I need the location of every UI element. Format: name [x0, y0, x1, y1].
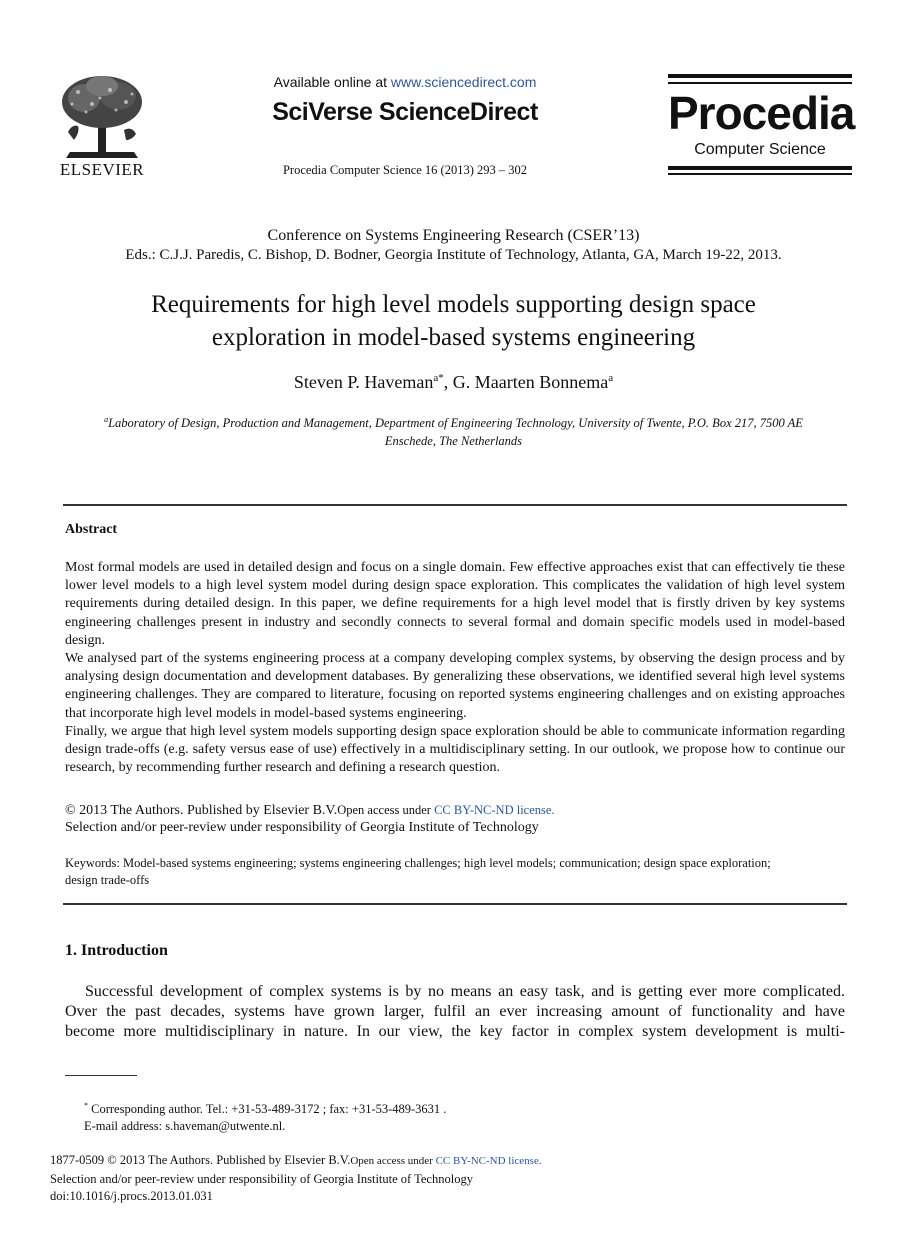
copyright-text: © 2013 The Authors. Published by Elsevier B.V.: [65, 803, 338, 818]
procedia-logo: [668, 74, 855, 176]
abstract-paragraph: Finally, we argue that high level system models supporting design space exploration should be able to communicate information regarding design trade-offs (e.g. safety versus ease of use) effectively in a multidisciplinary setting. In our outlook, we propose how to continue our research, by recommending further research and defining a research question.: [65, 723, 845, 776]
footnote: [84, 1097, 446, 1135]
procedia-logo-subtitle: Computer Science: [694, 141, 826, 158]
footer-copyright-text: 1877-0509 © 2013 The Authors. Published by Elsevier B.V.: [50, 1153, 351, 1167]
procedia-logo-top-rule-thin: [668, 82, 852, 84]
conference-title: Conference on Systems Engineering Research (CSER’13): [267, 227, 640, 244]
journal-citation: Procedia Computer Science 16 (2013) 293 – 302: [282, 163, 528, 177]
available-online-label: Available online at: [273, 74, 391, 90]
abstract-body: [65, 559, 845, 777]
paper-title-line1: Requirements for high level models supporting design space: [151, 291, 756, 318]
footer-doi[interactable]: doi:10.1016/j.procs.2013.01.031: [50, 1189, 213, 1203]
footer-open-access-text: Open access under: [350, 1155, 436, 1167]
affiliation-mark: a: [104, 415, 109, 424]
author-separator: ,: [443, 372, 453, 392]
abstract-paragraph: Most formal models are used in detailed design and focus on a single domain. Few effective approaches exist that can effectively tie these lower level models to a high level system model during design space exploration. This complicates the validation of high level system requirements during detailed design. In this paper, we define requirements for a high level model that is firstly driven by key systems engineering challenges present in industry and secondly connects to several formal and domain specific models used in model-based design.: [65, 560, 845, 648]
footnote-rule: [65, 1075, 137, 1076]
keywords-line2: design trade-offs: [65, 873, 150, 887]
section-heading-introduction: 1. Introduction: [65, 942, 168, 959]
footnote-mark: *: [84, 1101, 88, 1110]
abstract-heading: Abstract: [65, 522, 118, 537]
keywords-line1: Keywords: Model-based systems engineering; systems engineering challenges; high level models; communication; design space exploration;: [65, 856, 771, 870]
author-affiliation-mark: a: [608, 372, 614, 384]
affiliation: [40, 411, 867, 450]
affiliation-line2: Enschede, The Netherlands: [384, 434, 523, 449]
footnote-correspondence-text: Corresponding author. Tel.: +31-53-489-3172 ; fax: +31-53-489-3631 .: [88, 1102, 447, 1117]
keywords: [65, 855, 855, 889]
divider: [63, 504, 847, 506]
page-footer: [50, 1152, 542, 1206]
introduction-body: [65, 982, 845, 1042]
author-affiliation-mark: a*: [433, 372, 444, 384]
paper-title: [0, 288, 907, 354]
procedia-logo-bottom-rule-thin: [668, 173, 852, 175]
abstract-paragraph: We analysed part of the systems engineering process at a company developing complex systems, by observing the design process and by analysing design documentation and development databases. By generalizing these observations, we identified several high level systems engineering challenges. They are compared to literature, focusing on reported systems engineering challenges and on existing approaches that incorporate high level models in model-based systems engineering.: [65, 651, 845, 721]
elsevier-tree-icon: [48, 72, 156, 164]
elsevier-wordmark: ELSEVIER: [59, 160, 145, 179]
authors: [0, 372, 907, 393]
footnote-correspondence: [84, 1097, 446, 1118]
copyright-line: [65, 803, 555, 819]
footer-copyright-line: [50, 1152, 542, 1171]
intro-line: Successful development of complex systems is by no means an easy task, and is getting ever more complicated.: [85, 983, 845, 1000]
paper-title-line2: exploration in model-based systems engineering: [211, 324, 696, 351]
footer-peer-review: Selection and/or peer-review under responsibility of Georgia Institute of Technology: [50, 1171, 473, 1186]
divider: [63, 903, 847, 905]
sciencedirect-link[interactable]: www.sciencedirect.com: [390, 74, 537, 90]
author-name: Steven P. Haveman: [293, 372, 434, 392]
footer-license-link[interactable]: CC BY-NC-ND license.: [435, 1155, 542, 1167]
procedia-logo-title: Procedia: [668, 87, 855, 139]
elsevier-logo: [48, 72, 156, 178]
peer-review-statement: Selection and/or peer-review under responsibility of Georgia Institute of Technology: [65, 820, 539, 835]
available-online: [230, 74, 580, 90]
footnote-email: E-mail address: s.haveman@utwente.nl.: [84, 1119, 286, 1134]
author-name: G. Maarten Bonnema: [452, 372, 609, 392]
sciverse-sciencedirect-logo: SciVerse ScienceDirect: [272, 98, 538, 126]
intro-line: become more multidisciplinary in nature. In our view, the key factor in complex system development is multi-: [65, 1023, 845, 1040]
procedia-logo-bottom-rule: [668, 166, 852, 170]
affiliation-line1-text: Laboratory of Design, Production and Management, Department of Engineering Technology, University of Twente, P.O. Box 217, 7500 AE: [108, 416, 803, 431]
procedia-logo-top-rule: [668, 74, 852, 78]
license-link[interactable]: CC BY-NC-ND license.: [434, 803, 555, 817]
open-access-text: Open access under: [337, 803, 435, 817]
intro-line: Over the past decades, systems have grown larger, fulfil an ever increasing amount of functionality and have: [65, 1003, 845, 1020]
affiliation-line1: [40, 411, 867, 432]
conference-editors: Eds.: C.J.J. Paredis, C. Bishop, D. Bodner, Georgia Institute of Technology, Atlanta, GA, March 19-22, 2013.: [125, 247, 782, 263]
